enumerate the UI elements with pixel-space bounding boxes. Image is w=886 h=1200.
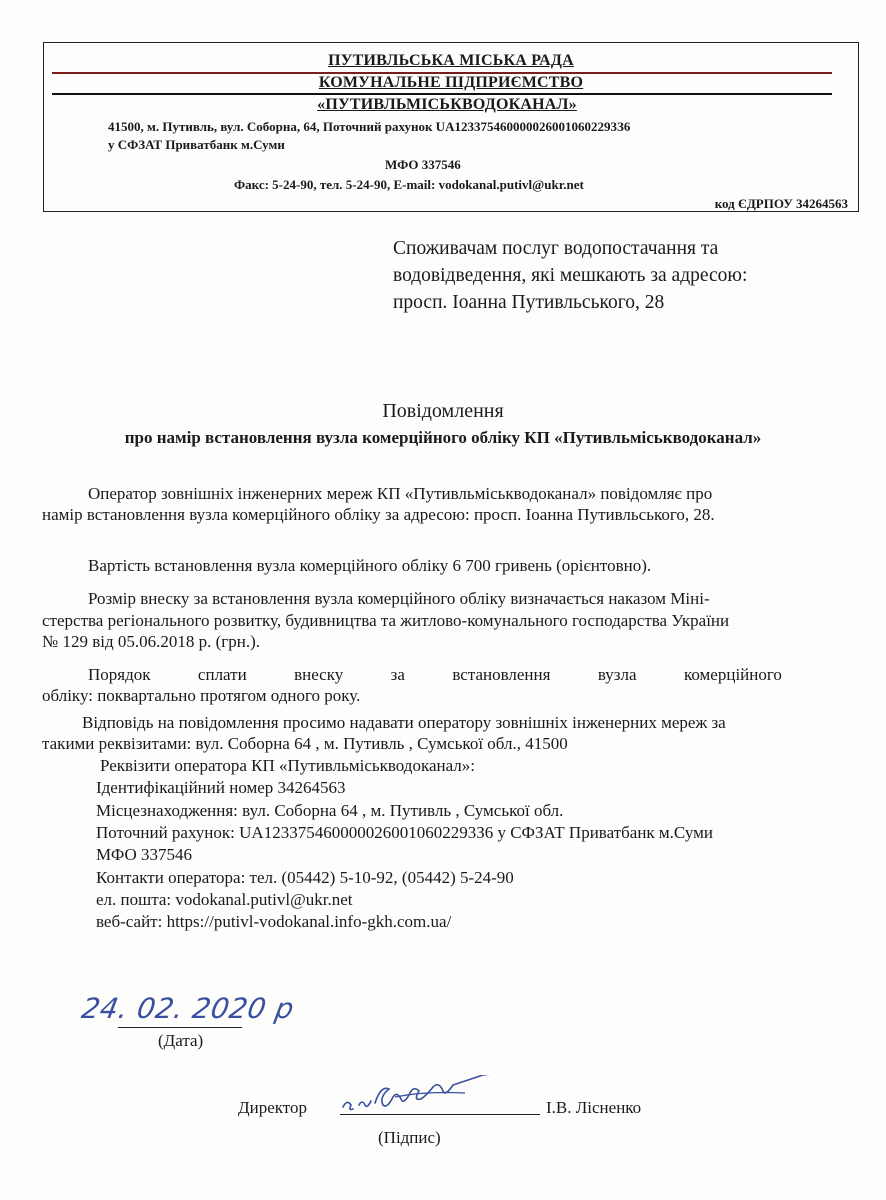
enterprise-mfo: МФО 337546	[385, 157, 461, 172]
word: за	[390, 665, 405, 684]
signature-line	[340, 1114, 540, 1115]
word: встановлення	[452, 665, 551, 684]
word: внеску	[294, 665, 344, 684]
requisites-id: Ідентифікаційний номер 34264563	[96, 778, 346, 797]
enterprise-contacts: Факс: 5-24-90, тел. 5-24-90, E-mail: vodokanal.putivl@ukr.net	[234, 177, 584, 192]
paragraph-line: такими реквізитами: вул. Соборна 64 , м. Путивль , Сумської обл., 41500	[42, 734, 568, 753]
paragraph-line: Відповідь на повідомлення просимо надавати оператору зовнішніх інженерних мереж за	[82, 713, 726, 732]
payment-order-line	[88, 664, 782, 686]
requisites-account: Поточний рахунок: UA1233754600000260010602293З6 у СФЗАТ Приватбанк м.Суми	[96, 823, 713, 842]
requisites-contacts: Контакти оператора: тел. (05442) 5-10-92, (05442) 5-24-90	[96, 868, 514, 887]
notice-subtitle: про намір встановлення вузла комерційного обліку КП «Путивльміськводоканал»	[124, 428, 762, 447]
recipient-line: Споживачам послуг водопостачання та	[393, 238, 719, 259]
date-caption: (Дата)	[158, 1031, 204, 1050]
recipient-line: водовідведення, які мешкають за адресою:	[393, 265, 748, 286]
requisites-location: Місцезнаходження: вул. Соборна 64 , м. Путивль , Сумської обл.	[96, 801, 564, 820]
requisites-website: веб-сайт: https://putivl-vodokanal.info-gkh.com.ua/	[96, 912, 452, 931]
requisites-email: ел. пошта: vodokanal.putivl@ukr.net	[96, 890, 353, 909]
requisites-heading: Реквізити оператора КП «Путивльміськводоканал»:	[100, 756, 475, 775]
word: Порядок	[88, 665, 151, 684]
paragraph-line: стерства регіонального розвитку, будивництва та житлово-комунального господарства України	[42, 611, 730, 630]
date-underline	[118, 1027, 242, 1028]
enterprise-bank: у СФЗАТ Приватбанк м.Суми	[108, 137, 285, 152]
paragraph-line: обліку: поквартально протягом одного року.	[42, 686, 361, 705]
requisites-mfo: МФО 337546	[96, 845, 193, 864]
paragraph-line: намір встановлення вузла комерційного обліку за адресою: просп. Іоанна Путивльського, 28.	[42, 505, 715, 524]
council-name: ПУТИВЛЬСЬКА МІСЬКА РАДА	[328, 52, 574, 69]
director-name: І.В. Лісненко	[546, 1098, 642, 1117]
cost-paragraph: Вартість встановлення вузла комерційного обліку 6 700 гривень (орієнтовно).	[88, 556, 652, 575]
word: вузла	[597, 665, 637, 684]
word: комерційного	[683, 665, 782, 684]
signature-caption: (Підпис)	[378, 1128, 441, 1147]
paragraph-line: № 129 від 05.06.2018 р. (грн.).	[42, 632, 261, 651]
director-label: Директор	[238, 1098, 307, 1117]
letterhead-rule	[52, 93, 832, 95]
recipient-address: просп. Іоанна Путивльського, 28	[393, 292, 665, 313]
paragraph-line: Оператор зовнішніх інженерних мереж КП «Путивльміськводоканал» повідомляє про	[88, 484, 713, 503]
handwritten-date: 24. 02. 2020 р	[79, 992, 297, 1025]
word: сплати	[197, 665, 247, 684]
notice-title: Повідомлення	[382, 400, 504, 422]
enterprise-type: КОМУНАЛЬНЕ ПІДПРИЄМСТВО	[318, 74, 584, 91]
enterprise-edrpou: код ЄДРПОУ 34264563	[714, 196, 848, 211]
enterprise-name: «ПУТИВЛЬМІСЬКВОДОКАНАЛ»	[317, 96, 577, 113]
letterhead	[43, 42, 859, 212]
enterprise-address: 41500, м. Путивль, вул. Соборна, 64, Поточний рахунок UA1233754600000260010602293З6	[108, 119, 631, 134]
paragraph-line: Розмір внеску за встановлення вузла комерційного обліку визначається наказом Міні-	[88, 589, 710, 608]
